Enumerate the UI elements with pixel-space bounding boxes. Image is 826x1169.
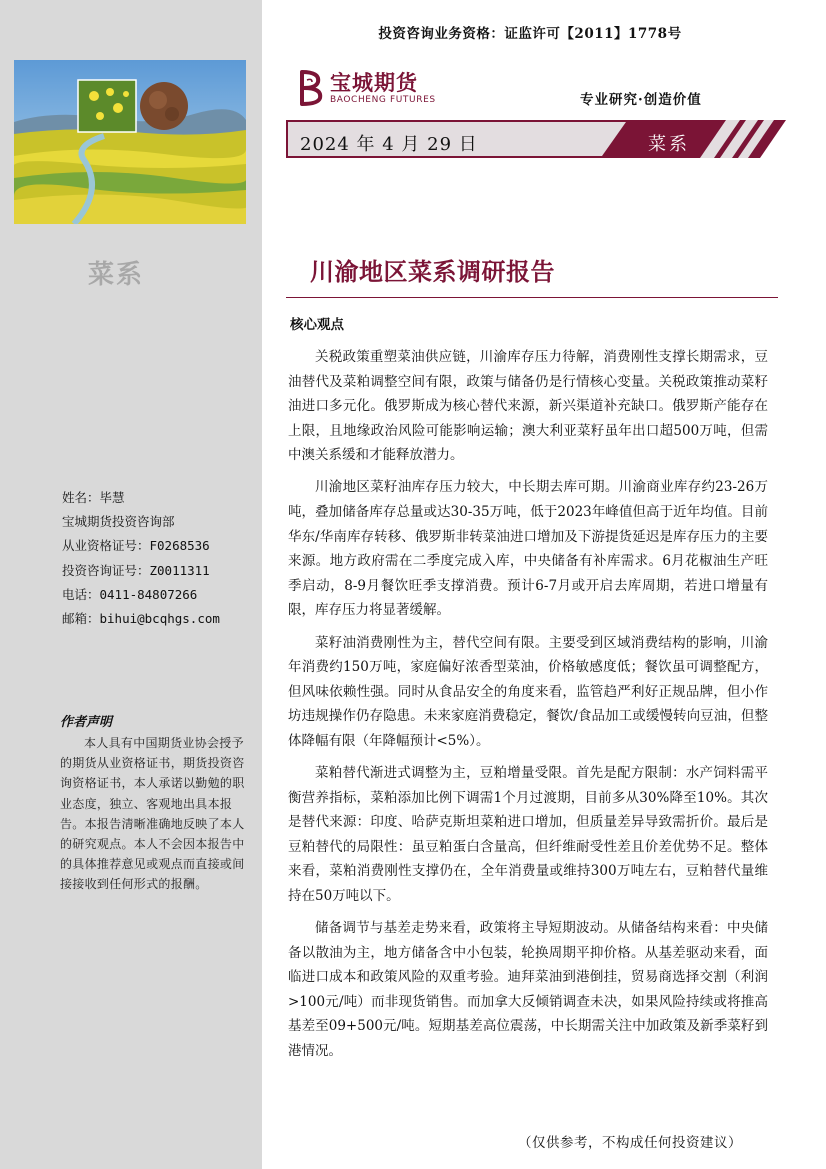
logo-mark-icon — [296, 68, 326, 108]
email: 邮箱：bihui@bcqhgs.com — [62, 611, 220, 627]
logo-english-name: BAOCHENG FUTURES — [330, 94, 436, 105]
rapeseed-field-image — [14, 60, 246, 224]
phone: 电话：0411-84807266 — [62, 586, 198, 602]
report-date: 2024 年 4 月 29 日 — [300, 134, 478, 155]
disclaimer-body: 本人具有中国期货业协会授予的期货从业资格证书，期货投资咨询资格证书，本人承诺以勤勉的职业态度，独立、客观地出具本报告。本报告清晰准确地反映了本人的研究观点。本人不会因本报告中的具体推荐意见或观点而直接或间接接收到任何形式的报酬。 — [60, 736, 245, 892]
license-text: 投资咨询业务资格：证监许可【2011】1778号 — [378, 26, 682, 42]
qualification-cert: 从业资格证号：F0268536 — [62, 538, 210, 554]
sidebar — [0, 0, 262, 1169]
consulting-cert: 投资咨询证号：Z0011311 — [62, 562, 210, 578]
title-divider — [286, 297, 778, 298]
logo-chinese-name: 宝城期货 — [330, 69, 418, 95]
section-heading: 核心观点 — [290, 317, 344, 333]
paragraph: 菜粕替代渐进式调整为主，豆粕增量受限。首先是配方限制：水产饲料需平衡营养指标，菜粕添加比例下调需1个月过渡期，目前多从30%降至10%。其次是替代来源：印度、哈萨克斯坦菜粕进口增加，但质量差异导致需折价。最后是豆粕替代的局限性：虽豆粕蛋白含量高，但纤维耐受性差且价差优势不足。整体来看，菜粕消费刚性支撑仍在，全年消费量或维持300万吨左右，豆粕替代量维持在50万吨以下。 — [288, 765, 768, 904]
paragraph: 储备调节与基差走势来看，政策将主导短期波动。从储备结构来看：中央储备以散油为主，地方储备含中小包装，轮换周期平抑价格。从基差驱动来看，面临进口成本和政策风险的双重考验。迪拜菜油到港倒挂，贸易商选择交割（利润>100元/吨）而非现货销售。而加拿大反倾销调查未决，如果风险持续或将推高基差至09+500元/吨。短期基差高位震荡，中长期需关注中加政策及新季菜籽到港情况。 — [288, 920, 768, 1060]
author-name: 姓名：毕慧 — [62, 490, 125, 505]
paragraph: 菜籽油消费刚性为主，替代空间有限。主要受到区域消费结构的影响，川渝年消费约150万吨，家庭偏好浓香型菜油，价格敏感度低；餐饮虽可调整配方，但风味依赖性强。同时从食品安全的角度来看，监管趋严利好正规品牌，但小作坊违规操作仍存隐患。未来家庭消费稳定，餐饮/食品加工或缓慢转向豆油，但整体降幅有限（年降幅预计<5%）。 — [288, 634, 768, 749]
author-department: 宝城期货投资咨询部 — [62, 514, 175, 530]
paragraph: 关税政策重塑菜油供应链，川渝库存压力待解，消费刚性支撑长期需求，豆油替代及菜粕调整空间有限，政策与储备仍是行情核心变量。关税政策推动菜籽油进口多元化。俄罗斯成为核心替代来源，新兴渠道补充缺口。俄罗斯产能存在上限，且地缘政治风险可能影响运输；澳大利亚菜籽虽年出口超500万吨，但需中澳关系缓和才能释放潜力。 — [288, 349, 768, 464]
company-logo — [296, 68, 436, 108]
banner-category: 菜系 — [648, 134, 690, 155]
disclaimer-title: 作者声明 — [60, 715, 113, 730]
date-banner — [286, 120, 786, 158]
slogan: 专业研究·创造价值 — [580, 92, 702, 108]
sidebar-category-label: 菜系 — [88, 260, 145, 290]
footer-note: （仅供参考，不构成任何投资建议） — [518, 1135, 742, 1151]
paragraph: 川渝地区菜籽油库存压力较大，中长期去库可期。川渝商业库存约23-26万吨，叠加储备库存总量或达30-35万吨，低于2023年峰值但高于近年均值。目前华东/华南库存转移、俄罗斯非转菜油进口增加及下游提货延迟是库存压力的主要来源。地方政府需在二季度完成入库，中央储备有补库需求。6月花椒油生产旺季启动，8-9月餐饮旺季支撑消费。预计6-7月或开启去库周期，若进口增量有限，库存压力将显著缓解。 — [288, 479, 768, 619]
report-title: 川渝地区菜系调研报告 — [310, 258, 555, 286]
report-body — [288, 345, 768, 1071]
author-contact — [62, 486, 220, 631]
